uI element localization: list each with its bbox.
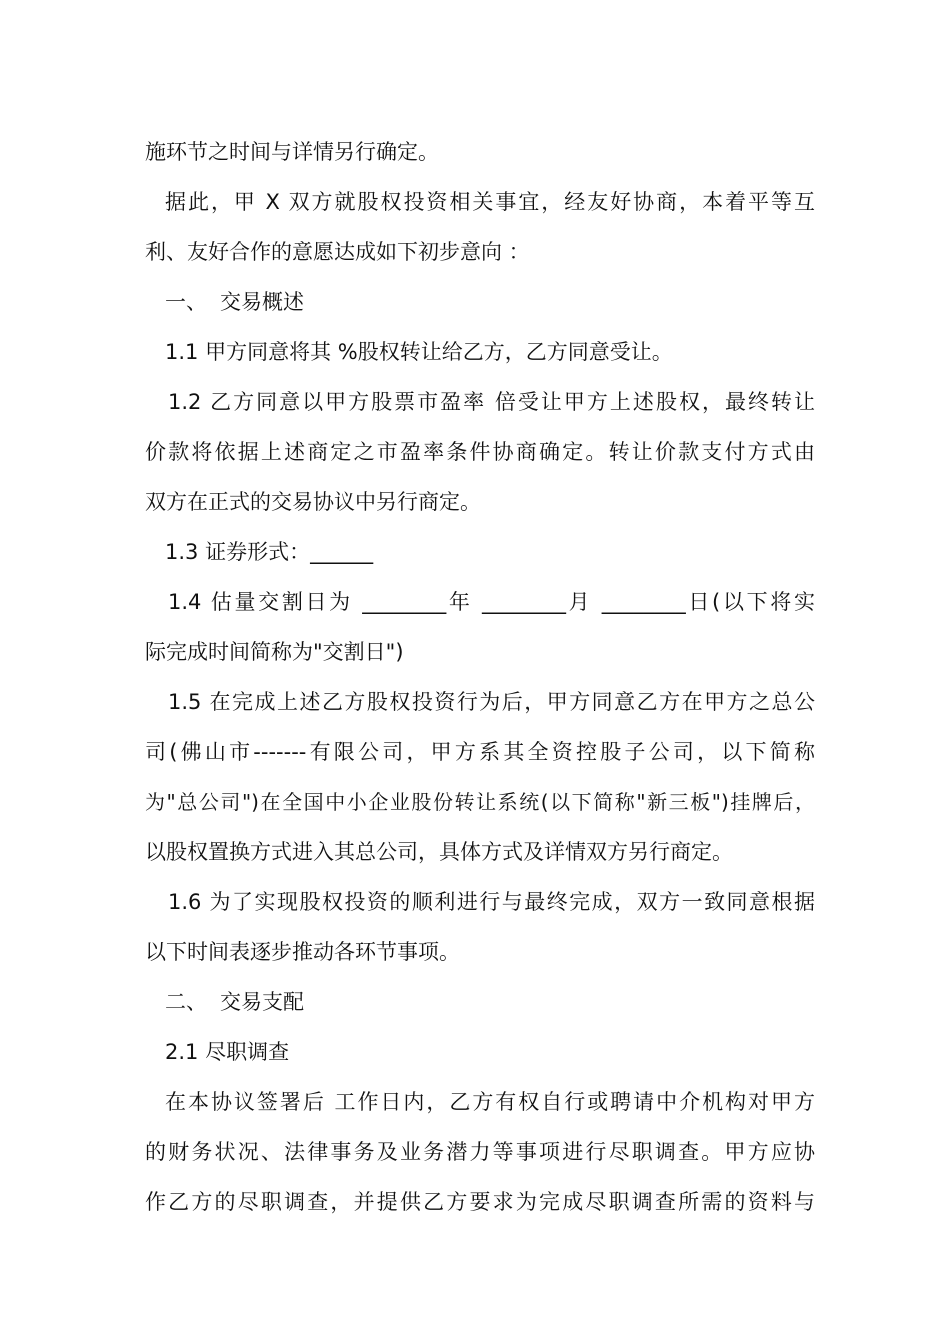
clause-line: 1.4 估量交割日为 ________年 ________月 ________日(以下将实 bbox=[168, 590, 815, 614]
paragraph-line: 利、友好合作的意愿达成如下初步意向 ： bbox=[145, 240, 530, 264]
section-number: 二、 bbox=[165, 990, 207, 1014]
clause-line: 1.1 甲方同意将其 %股权转让给乙方，乙方同意受让。 bbox=[165, 340, 673, 364]
paragraph-line: 据此，甲 X 双方就股权投资相关事宜，经友好协商，本着平等互 bbox=[165, 190, 815, 214]
paragraph-line: 司(佛山市-------有限公司，甲方系其全资控股子公司，以下简称 bbox=[145, 740, 815, 764]
section-title: 交易概述 bbox=[220, 290, 304, 314]
section-title: 交易支配 bbox=[220, 990, 304, 1014]
paragraph-line: 作乙方的尽职调查，并提供乙方要求为完成尽职调查所需的资料与 bbox=[145, 1190, 815, 1214]
paragraph-line: 在本协议签署后 工作日内，乙方有权自行或聘请中介机构对甲方 bbox=[165, 1090, 815, 1114]
section-number: 一、 bbox=[165, 290, 207, 314]
paragraph-line: 际完成时间简称为"交割日") bbox=[145, 640, 404, 664]
paragraph-line: 双方在正式的交易协议中另行商定。 bbox=[145, 490, 481, 514]
paragraph-line: 的财务状况、法律事务及业务潜力等事项进行尽职调查。甲方应协 bbox=[145, 1140, 815, 1164]
clause-line: 1.6 为了实现股权投资的顺利进行与最终完成，双方一致同意根据 bbox=[168, 890, 815, 914]
clause-line: 1.3 证券形式：______ bbox=[165, 540, 374, 564]
paragraph-line: 为"总公司")在全国中小企业股份转让系统(以下简称"新三板")挂牌后， bbox=[145, 790, 815, 814]
subsection-title: 2.1 尽职调查 bbox=[165, 1040, 290, 1064]
paragraph-line: 以股权置换方式进入其总公司，具体方式及详情双方另行商定。 bbox=[145, 840, 733, 864]
clause-line: 1.5 在完成上述乙方股权投资行为后，甲方同意乙方在甲方之总公 bbox=[168, 690, 815, 714]
clause-line: 1.2 乙方同意以甲方股票市盈率 倍受让甲方上述股权，最终转让 bbox=[168, 390, 815, 414]
paragraph-line: 施环节之时间与详情另行确定。 bbox=[145, 140, 439, 164]
paragraph-line: 以下时间表逐步推动各环节事项。 bbox=[145, 940, 460, 964]
paragraph-line: 价款将依据上述商定之市盈率条件协商确定。转让价款支付方式由 bbox=[145, 440, 815, 464]
